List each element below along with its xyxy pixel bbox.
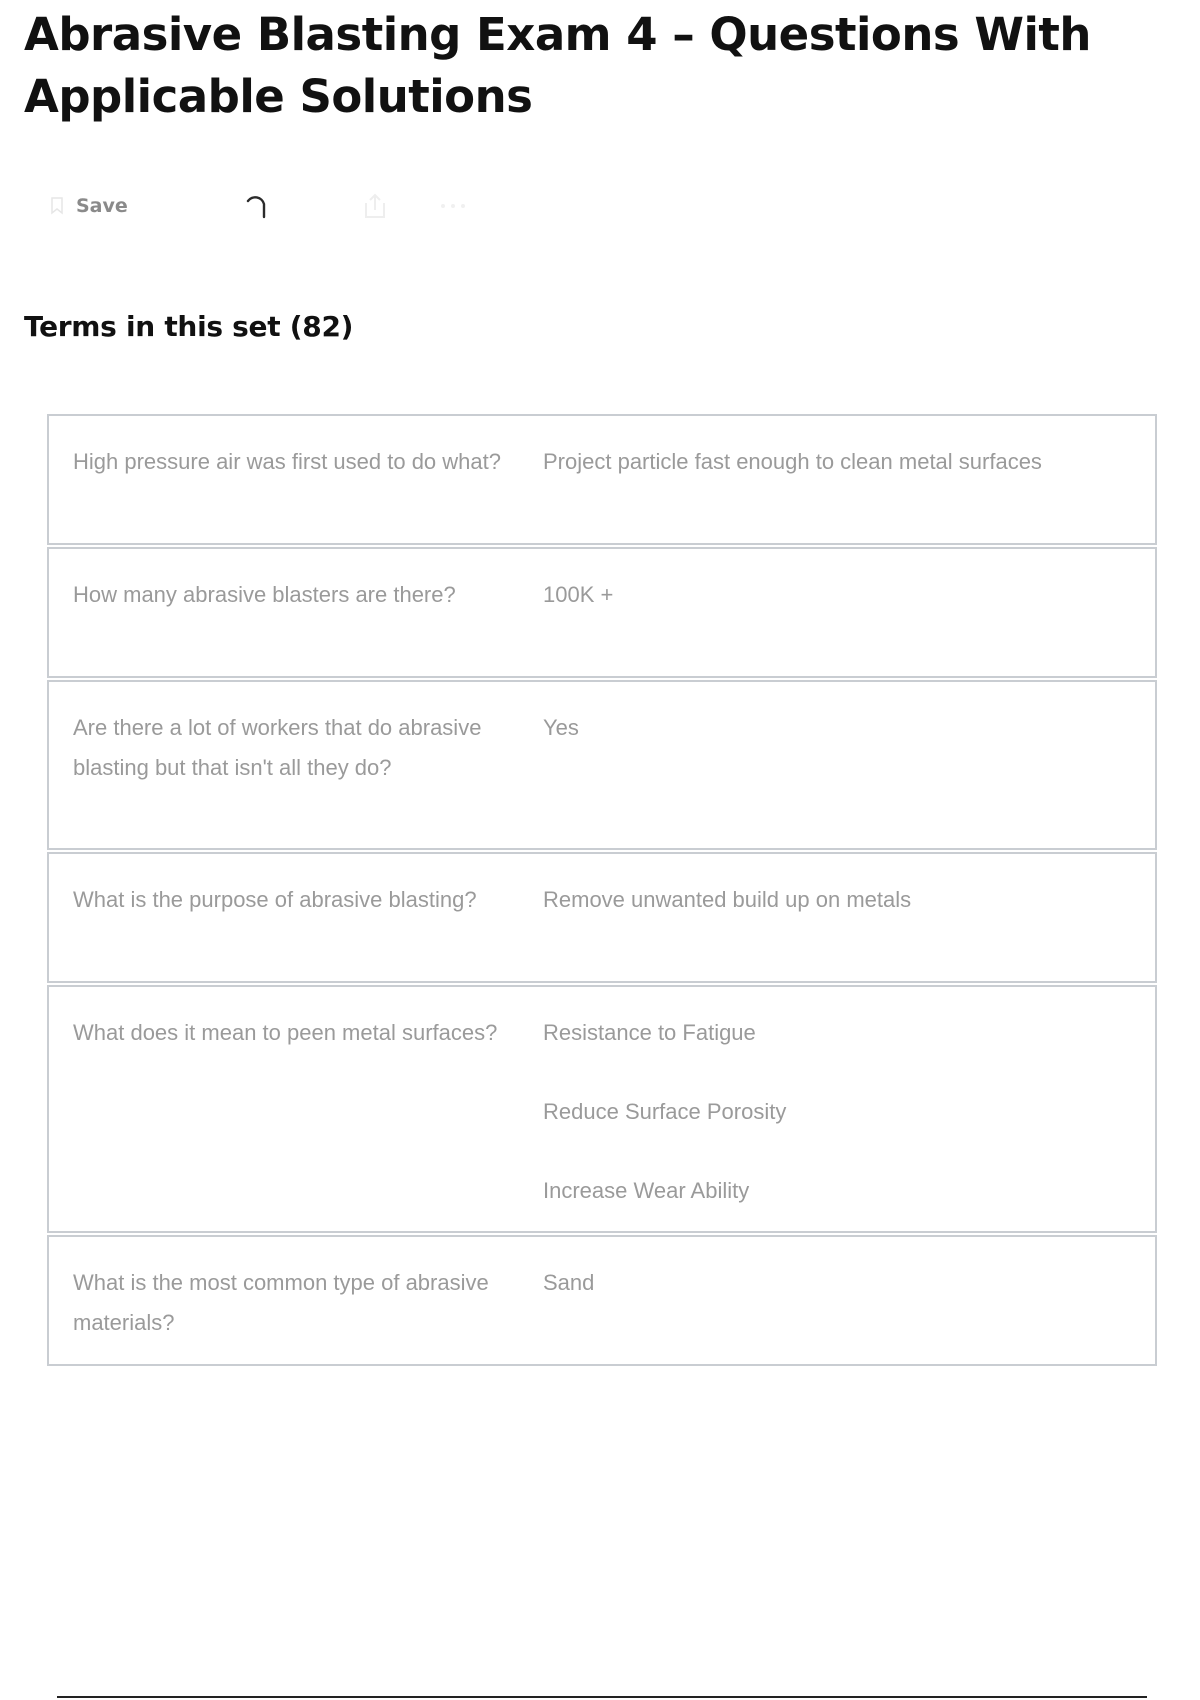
terms-list <box>47 414 1157 1368</box>
term-text: What is the most common type of abrasive materials? <box>73 1270 489 1335</box>
loading-spinner-icon <box>242 192 270 220</box>
definition-line: Reduce Surface Porosity <box>543 1099 787 1124</box>
definition-line: Increase Wear Ability <box>543 1178 750 1203</box>
term-card[interactable] <box>47 1235 1157 1366</box>
term-card[interactable] <box>47 680 1157 850</box>
definition-line: Yes <box>543 715 579 740</box>
definition-line: Resistance to Fatigue <box>543 1020 756 1045</box>
terms-heading: Terms in this set (82) <box>24 310 354 343</box>
more-options-icon[interactable] <box>435 192 471 220</box>
definition-text <box>543 575 1133 654</box>
term-text: What is the purpose of abrasive blasting? <box>73 887 477 912</box>
definition-text <box>543 442 1133 521</box>
definition-line: 100K + <box>543 582 614 607</box>
set-toolbar <box>50 186 510 226</box>
definition-text <box>543 1263 1133 1342</box>
definition-line: Sand <box>543 1270 595 1295</box>
share-icon[interactable] <box>362 192 388 220</box>
term-text: How many abrasive blasters are there? <box>73 582 456 607</box>
term-text: High pressure air was first used to do what? <box>73 449 501 474</box>
definition-text <box>543 880 1133 959</box>
definition-text <box>543 1013 1133 1209</box>
save-label: Save <box>76 195 128 217</box>
page-title: Abrasive Blasting Exam 4 – Questions With Applicable Solutions <box>24 8 1091 123</box>
page-bottom-divider <box>57 1696 1147 1698</box>
definition-text <box>543 708 1133 826</box>
term-card[interactable] <box>47 414 1157 545</box>
definition-line: Project particle fast enough to clean metal surfaces <box>543 449 1042 474</box>
term-card[interactable] <box>47 852 1157 983</box>
save-button[interactable] <box>50 195 128 217</box>
term-text: What does it mean to peen metal surfaces? <box>73 1020 498 1045</box>
term-card[interactable] <box>47 985 1157 1233</box>
bookmark-icon <box>50 197 64 215</box>
term-text: Are there a lot of workers that do abrasive blasting but that isn't all they do? <box>73 715 482 780</box>
definition-line: Remove unwanted build up on metals <box>543 887 912 912</box>
term-card[interactable] <box>47 547 1157 678</box>
